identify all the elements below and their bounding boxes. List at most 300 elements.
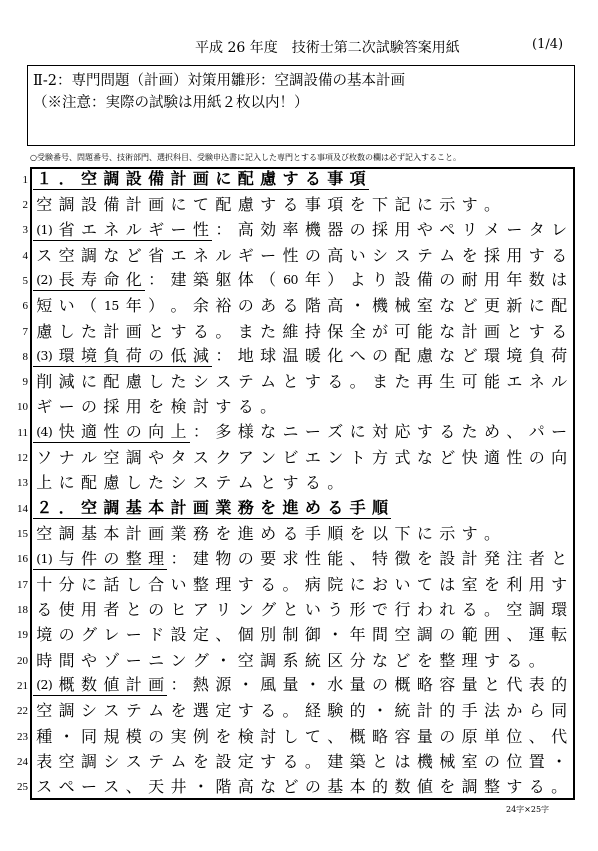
character-cell: 方 (372, 448, 389, 468)
character-cell: 画 (148, 675, 165, 695)
character-cell: 定 (215, 701, 232, 721)
character-cell: 者 (103, 599, 120, 619)
character-cell: ス (36, 777, 53, 797)
character-cell: 井 (170, 777, 187, 797)
character-cell: た (461, 422, 478, 442)
character-cell: 進 (282, 498, 299, 518)
character-cell: 理 (461, 650, 478, 670)
row-cells (33, 473, 346, 493)
character-cell: ど (461, 296, 478, 316)
character-cell: レ (551, 219, 568, 239)
character-cell: す (484, 650, 501, 670)
character-cell: 低 (170, 346, 187, 366)
character-cell: 用 (484, 270, 501, 290)
character-cell: お (372, 574, 389, 594)
character-cell: 築 (349, 751, 366, 771)
character-cell: 実 (170, 726, 187, 746)
line-number: 9 (22, 376, 28, 389)
character-cell: ス (36, 245, 53, 265)
character-cell: 長 (58, 270, 75, 290)
character-cell: 化 (327, 346, 344, 366)
character-cell: 表 (528, 675, 545, 695)
character-cell: 単 (484, 726, 501, 746)
character-cell: す (528, 321, 545, 341)
line-number: 23 (17, 730, 28, 743)
character-cell: り (372, 270, 389, 290)
character-cell: る (282, 524, 299, 544)
character-cell: 調 (461, 777, 478, 797)
character-cell: し (58, 321, 75, 341)
character-cell: の (80, 397, 97, 417)
character-cell: ル (215, 245, 232, 265)
character-cell: 本 (349, 777, 366, 797)
character-cell: す (551, 574, 568, 594)
character-cell: 階 (304, 296, 321, 316)
character-cell: ： (192, 422, 209, 442)
character-cell: る (551, 321, 568, 341)
character-cell: 調 (103, 169, 120, 189)
character-cell: 同 (80, 726, 97, 746)
character-cell: 高 (237, 219, 254, 239)
character-cell: を (349, 524, 366, 544)
character-cell: ギ (237, 245, 254, 265)
character-cell: 調 (416, 625, 433, 645)
character-cell: ど (125, 245, 142, 265)
character-cell: 年 (349, 625, 366, 645)
character-cell: 採 (372, 219, 389, 239)
character-cell: 保 (327, 321, 344, 341)
character-cell: 的 (551, 675, 568, 695)
character-cell: な (103, 245, 120, 265)
character-cell: を (260, 498, 277, 518)
character-cell: 与 (58, 548, 75, 568)
character-cell: 使 (58, 599, 75, 619)
character-cell: 業 (170, 524, 187, 544)
character-cell: ー (58, 397, 75, 417)
character-cell: や (148, 448, 165, 468)
character-cell: 、 (327, 726, 344, 746)
character-cell: 上 (170, 422, 187, 442)
character-cell: 示 (439, 524, 456, 544)
character-cell: る (304, 169, 321, 189)
character-cell: 求 (282, 548, 299, 568)
character-cell: 全 (349, 321, 366, 341)
character-cell: 容 (394, 726, 411, 746)
character-cell: 荷 (125, 346, 142, 366)
notice-text: ○受験番号、問題番号、技術部門、選択科目、受験申込書に記入した専門とする事項及び枚数の欄は必ず記入すること。 (30, 153, 461, 162)
row-text (33, 322, 570, 342)
character-cell: 削 (36, 372, 53, 392)
row-cells (33, 246, 570, 266)
character-cell: ド (148, 625, 165, 645)
character-cell: 用 (394, 219, 411, 239)
character-cell: 空 (103, 448, 120, 468)
character-cell: な (439, 296, 456, 316)
character-cell: 略 (416, 675, 433, 695)
character-cell: シ (80, 701, 97, 721)
row-cells (33, 625, 570, 645)
character-cell: （ (260, 270, 277, 290)
character-cell: 室 (416, 296, 433, 316)
character-cell: す (260, 194, 277, 214)
character-cell: 計 (170, 498, 187, 518)
character-cell: グ (192, 650, 209, 670)
character-cell: ア (237, 448, 254, 468)
character-cell: 種 (36, 726, 53, 746)
character-cell: る (327, 372, 344, 392)
character-cell: 徴 (394, 548, 411, 568)
character-cell: の (148, 599, 165, 619)
character-cell: 設 (80, 194, 97, 214)
answer-row (0, 521, 598, 546)
character-cell: 話 (103, 574, 120, 594)
character-cell: 。 (484, 194, 501, 214)
row-cells (33, 195, 503, 215)
character-cell: 略 (372, 726, 389, 746)
character-cell: に (215, 169, 232, 189)
character-cell: ト (349, 448, 366, 468)
character-cell: ー (260, 245, 277, 265)
character-cell: 示 (439, 194, 456, 214)
character-cell: 事 (327, 169, 344, 189)
character-cell: 熱 (192, 675, 209, 695)
character-cell: ギ (148, 219, 165, 239)
character-cell: ど (282, 777, 299, 797)
character-cell: 環 (551, 599, 568, 619)
character-cell: 整 (439, 650, 456, 670)
character-cell: の (237, 548, 254, 568)
line-number: 16 (17, 553, 28, 566)
character-cell: 数 (80, 675, 97, 695)
character-cell: た (170, 372, 187, 392)
character-cell: と (551, 548, 568, 568)
line-number: 25 (17, 781, 28, 794)
character-cell: ム (260, 372, 277, 392)
character-cell: 空 (36, 194, 53, 214)
character-cell: 用 (528, 574, 545, 594)
character-cell: 適 (80, 422, 97, 442)
character-cell: に (416, 524, 433, 544)
row-text (33, 246, 570, 266)
character-cell: と (282, 599, 299, 619)
character-cell: 。 (484, 599, 501, 619)
line-number: 7 (22, 325, 28, 338)
character-cell: 調 (80, 751, 97, 771)
character-cell: 。 (528, 650, 545, 670)
character-cell: 球 (260, 346, 277, 366)
character-cell: の (439, 726, 456, 746)
character-cell: 調 (80, 245, 97, 265)
character-cell: と (148, 321, 165, 341)
character-cell: ム (237, 473, 254, 493)
character-cell: テ (125, 701, 142, 721)
character-cell: 制 (282, 625, 299, 645)
answer-row (0, 648, 598, 673)
character-cell: ム (148, 701, 165, 721)
character-cell: 維 (282, 321, 299, 341)
character-cell: 体 (237, 270, 254, 290)
character-cell: ム (170, 751, 187, 771)
answer-row (0, 724, 598, 749)
row-cells (33, 600, 570, 620)
character-cell: 計 (461, 321, 478, 341)
character-cell: 形 (349, 599, 366, 619)
row-text (33, 727, 570, 747)
character-cell: 新 (506, 296, 523, 316)
character-cell: 、 (506, 422, 523, 442)
character-cell: る (192, 321, 209, 341)
character-cell: れ (439, 599, 456, 619)
character-cell: 風 (260, 675, 277, 695)
character-cell: ー (170, 219, 187, 239)
character-cell: に (528, 296, 545, 316)
character-cell: 空 (80, 169, 97, 189)
character-cell: 慮 (36, 321, 53, 341)
character-cell: シ (192, 372, 209, 392)
character-cell: 械 (394, 296, 411, 316)
character-cell: 慮 (103, 473, 120, 493)
row-cells (33, 397, 279, 417)
character-cell: よ (349, 270, 366, 290)
character-cell: 務 (237, 498, 254, 518)
character-cell: ズ (327, 422, 344, 442)
character-cell: 。 (215, 321, 232, 341)
character-cell: 源 (215, 675, 232, 695)
character-cell: 寿 (80, 270, 97, 290)
character-cell: 。 (282, 701, 299, 721)
character-cell: 検 (237, 726, 254, 746)
character-cell: 、 (125, 777, 142, 797)
character-cell: 転 (551, 625, 568, 645)
character-cell: ル (125, 219, 142, 239)
character-cell: 定 (237, 751, 254, 771)
character-cell: 用 (125, 397, 142, 417)
character-cell: 時 (36, 650, 53, 670)
character-cell: 空 (506, 599, 523, 619)
character-cell: 間 (58, 650, 75, 670)
character-cell: に (416, 194, 433, 214)
character-cell: 高 (237, 777, 254, 797)
character-cell: 備 (148, 169, 165, 189)
character-cell: 調 (103, 498, 120, 518)
character-cell: 理 (215, 574, 232, 594)
character-cell: る (327, 498, 344, 518)
character-cell: 画 (484, 321, 501, 341)
row-cells (33, 169, 369, 190)
character-cell: ペ (439, 219, 456, 239)
character-cell: 機 (372, 296, 389, 316)
character-cell: る (260, 701, 277, 721)
row-cells (33, 524, 503, 544)
character-cell: す (304, 372, 321, 392)
character-cell: 負 (103, 346, 120, 366)
character-cell: ス (125, 751, 142, 771)
character-cell: 更 (484, 296, 501, 316)
character-cell: 備 (103, 194, 120, 214)
row-text (33, 296, 570, 316)
row-text (33, 195, 503, 215)
row-text (33, 524, 503, 544)
character-cell: リ (461, 219, 478, 239)
character-cell: 温 (282, 346, 299, 366)
character-cell: 性 (192, 219, 209, 239)
character-cell: す (282, 473, 299, 493)
item-label (33, 220, 212, 241)
character-cell: 設 (394, 270, 411, 290)
character-cell: 順 (372, 498, 389, 518)
character-cell: 本 (148, 498, 165, 518)
character-cell: い (349, 245, 366, 265)
row-cells (33, 651, 548, 671)
character-cell: タ (528, 219, 545, 239)
character-cell: 性 (506, 448, 523, 468)
character-cell: ： (215, 219, 232, 239)
character-cell: 年 (506, 270, 523, 290)
answer-rows (0, 167, 598, 800)
answer-row (0, 344, 598, 369)
character-cell: の (304, 777, 321, 797)
character-cell: 採 (484, 245, 501, 265)
line-number: 14 (17, 502, 28, 515)
character-cell: 、 (528, 726, 545, 746)
character-cell: 系 (282, 650, 299, 670)
character-cell: を (170, 701, 187, 721)
character-cell: 備 (416, 270, 433, 290)
character-cell: 間 (372, 625, 389, 645)
character-cell: 項 (349, 169, 366, 189)
character-cell: が (372, 321, 389, 341)
character-cell: と (506, 321, 523, 341)
character-cell: 空 (58, 245, 75, 265)
row-text (33, 575, 570, 595)
character-cell: 階 (215, 777, 232, 797)
character-cell: 的 (439, 701, 456, 721)
character-cell: す (461, 194, 478, 214)
character-cell: ソ (36, 448, 53, 468)
character-cell: 境 (80, 346, 97, 366)
line-number: 8 (22, 350, 28, 363)
character-cell: 行 (394, 599, 411, 619)
character-cell: 能 (416, 321, 433, 341)
character-cell: 験 (327, 701, 344, 721)
character-cell: か (506, 701, 523, 721)
character-cell: に (170, 194, 187, 214)
character-cell: 基 (125, 498, 142, 518)
row-text (33, 651, 548, 671)
character-cell: を (148, 397, 165, 417)
character-cell: 建 (327, 751, 344, 771)
row-cells (33, 296, 570, 316)
row-cells (33, 575, 570, 595)
character-cell: 量 (349, 675, 366, 695)
character-cell: す (215, 397, 232, 417)
character-cell: ネ (103, 219, 120, 239)
character-cell: 向 (148, 422, 165, 442)
character-cell: ヒ (170, 599, 187, 619)
character-cell: リ (215, 599, 232, 619)
character-cell: 可 (394, 321, 411, 341)
row-text (167, 675, 570, 696)
character-cell: 経 (304, 701, 321, 721)
character-cell: て (304, 726, 321, 746)
character-cell: の (103, 548, 120, 568)
character-cell: し (125, 473, 142, 493)
character-cell: 設 (215, 751, 232, 771)
section-heading (33, 498, 391, 519)
character-cell: 境 (506, 346, 523, 366)
character-cell: 60 (283, 272, 298, 288)
character-cell: て (416, 574, 433, 594)
row-cells (33, 322, 570, 342)
character-cell: エ (506, 372, 523, 392)
character-cell: の (237, 296, 254, 316)
character-cell: ー (125, 650, 142, 670)
character-cell: ナ (58, 448, 75, 468)
character-cell: シ (170, 473, 187, 493)
character-cell: の (528, 448, 545, 468)
character-cell: 区 (327, 650, 344, 670)
character-cell: ゾ (103, 650, 120, 670)
character-cell: 高 (327, 245, 344, 265)
character-cell: 高 (327, 296, 344, 316)
character-cell: に (58, 473, 75, 493)
row-cells (33, 372, 570, 392)
item-label (33, 270, 145, 291)
character-cell: 性 (304, 548, 321, 568)
row-cells (33, 701, 570, 721)
character-cell: メ (484, 219, 501, 239)
character-cell: 配 (103, 372, 120, 392)
character-cell: す (237, 574, 254, 594)
character-cell: 築 (192, 270, 209, 290)
character-cell: 持 (304, 321, 321, 341)
character-cell: 基 (327, 777, 344, 797)
character-cell: 設 (439, 548, 456, 568)
character-cell: に (80, 372, 97, 392)
character-cell: ・ (372, 701, 389, 721)
line-number: 11 (17, 426, 28, 439)
character-cell: パ (528, 422, 545, 442)
character-cell: す (260, 751, 277, 771)
character-cell: る (260, 574, 277, 594)
character-cell: 。 (484, 524, 501, 544)
character-cell: 水 (327, 675, 344, 695)
character-cell: エ (170, 245, 187, 265)
character-cell: の (349, 219, 366, 239)
character-cell: 数 (528, 270, 545, 290)
character-cell: ニ (282, 422, 299, 442)
answer-row (0, 775, 598, 800)
answer-row (0, 445, 598, 470)
row-cells (33, 498, 391, 519)
character-cell: 代 (551, 726, 568, 746)
character-cell: 生 (439, 372, 456, 392)
character-cell: 調 (260, 650, 277, 670)
character-cell: 設 (170, 625, 187, 645)
row-cells (33, 346, 570, 367)
row-cells (33, 752, 570, 772)
character-cell: 率 (282, 219, 299, 239)
character-cell: 空 (394, 625, 411, 645)
character-cell: 計 (103, 321, 120, 341)
line-number: 3 (22, 224, 28, 237)
answer-row (0, 749, 598, 774)
character-cell: ま (372, 372, 389, 392)
character-cell: 業 (215, 498, 232, 518)
character-cell: 用 (80, 599, 97, 619)
character-cell: 計 (125, 194, 142, 214)
character-cell: ス (192, 473, 209, 493)
